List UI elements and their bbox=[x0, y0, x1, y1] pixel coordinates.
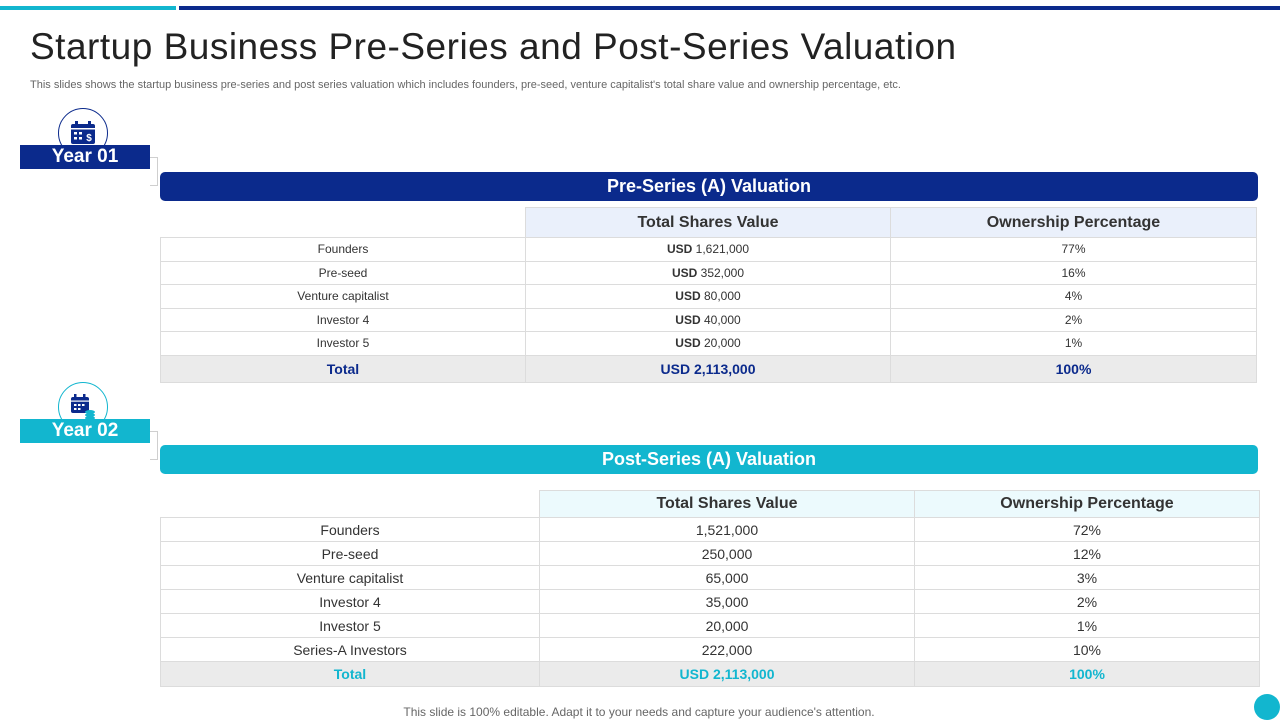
table-row bbox=[161, 332, 1257, 356]
total-ownership: 100% bbox=[915, 662, 1260, 687]
table-row bbox=[161, 238, 1257, 262]
currency-label: USD bbox=[675, 312, 701, 327]
column-header-ownership: Ownership Percentage bbox=[891, 208, 1257, 238]
calendar-coins-icon bbox=[70, 394, 96, 420]
row-label: Investor 4 bbox=[161, 308, 526, 332]
slide-footer-note: This slide is 100% editable. Adapt it to your needs and capture your audience's attention. bbox=[403, 705, 875, 719]
currency-label: USD bbox=[671, 265, 698, 280]
header-blank-cell bbox=[161, 208, 526, 238]
post-series-banner: Post-Series (A) Valuation bbox=[160, 445, 1258, 474]
row-label: Investor 5 bbox=[161, 614, 540, 638]
column-header-ownership: Ownership Percentage bbox=[915, 491, 1260, 518]
row-label: Founders bbox=[161, 518, 540, 542]
slide-title: Startup Business Pre-Series and Post-Series Valuation bbox=[30, 26, 957, 67]
slide-subtitle: This slides shows the startup business pre-series and post series valuation which includes founders, pre-seed, venture capitalist's total share value and ownership percentage, etc. bbox=[30, 79, 901, 91]
table-row bbox=[161, 566, 1260, 590]
table-row bbox=[161, 261, 1257, 285]
table-row bbox=[161, 518, 1260, 542]
table-row bbox=[161, 285, 1257, 309]
shares-value-cell: 250,000 bbox=[540, 542, 915, 566]
column-header-shares: Total Shares Value bbox=[540, 491, 915, 518]
table-row bbox=[161, 542, 1260, 566]
currency-label: USD bbox=[675, 289, 701, 304]
year1-label: Year 01 bbox=[20, 145, 150, 169]
row-label: Investor 5 bbox=[161, 332, 526, 356]
shares-value-cell: 1,521,000 bbox=[540, 518, 915, 542]
row-label: Venture capitalist bbox=[161, 285, 526, 309]
shares-value-cell bbox=[526, 285, 891, 309]
column-header-shares: Total Shares Value bbox=[526, 208, 891, 238]
currency-label: USD bbox=[666, 242, 693, 257]
ownership-cell: 1% bbox=[915, 614, 1260, 638]
table-row bbox=[161, 614, 1260, 638]
total-shares-value: USD 2,113,000 bbox=[526, 355, 891, 382]
calendar-dollar-icon bbox=[70, 121, 96, 145]
shares-value-cell bbox=[526, 261, 891, 285]
total-row bbox=[161, 355, 1257, 382]
year1-connector bbox=[150, 157, 158, 186]
pre-series-table bbox=[160, 207, 1257, 383]
ownership-cell: 1% bbox=[891, 332, 1257, 356]
svg-text:$: $ bbox=[86, 133, 92, 144]
post-series-table bbox=[160, 490, 1260, 687]
shares-value-cell: 20,000 bbox=[540, 614, 915, 638]
table-header-row bbox=[161, 208, 1257, 238]
ownership-cell: 12% bbox=[915, 542, 1260, 566]
ownership-cell: 3% bbox=[915, 566, 1260, 590]
table-row bbox=[161, 590, 1260, 614]
shares-value-cell bbox=[526, 308, 891, 332]
shares-value-cell bbox=[526, 238, 891, 262]
currency-label: USD bbox=[675, 336, 701, 351]
ownership-cell: 2% bbox=[915, 590, 1260, 614]
shares-value-cell: 35,000 bbox=[540, 590, 915, 614]
table-row bbox=[161, 308, 1257, 332]
ownership-cell: 10% bbox=[915, 638, 1260, 662]
ownership-cell: 16% bbox=[891, 261, 1257, 285]
shares-value-cell: 65,000 bbox=[540, 566, 915, 590]
total-row bbox=[161, 662, 1260, 687]
total-label: Total bbox=[161, 662, 540, 687]
table-header-row bbox=[161, 491, 1260, 518]
shares-amount: 1,621,000 bbox=[695, 242, 750, 257]
row-label: Founders bbox=[161, 238, 526, 262]
total-ownership: 100% bbox=[891, 355, 1257, 382]
row-label: Venture capitalist bbox=[161, 566, 540, 590]
row-label: Series-A Investors bbox=[161, 638, 540, 662]
total-label: Total bbox=[161, 355, 526, 382]
ownership-cell: 77% bbox=[891, 238, 1257, 262]
pre-series-banner: Pre-Series (A) Valuation bbox=[160, 172, 1258, 201]
shares-value-cell: 222,000 bbox=[540, 638, 915, 662]
shares-amount: 80,000 bbox=[703, 289, 741, 304]
row-label: Pre-seed bbox=[161, 261, 526, 285]
ownership-cell: 72% bbox=[915, 518, 1260, 542]
row-label: Pre-seed bbox=[161, 542, 540, 566]
shares-amount: 20,000 bbox=[703, 336, 741, 351]
header-blank-cell bbox=[161, 491, 540, 518]
row-label: Investor 4 bbox=[161, 590, 540, 614]
year2-connector bbox=[150, 431, 158, 460]
total-shares-value: USD 2,113,000 bbox=[540, 662, 915, 687]
corner-decoration-dot bbox=[1254, 694, 1280, 720]
ownership-cell: 4% bbox=[891, 285, 1257, 309]
year2-label: Year 02 bbox=[20, 419, 150, 443]
shares-amount: 40,000 bbox=[703, 312, 741, 327]
table-row bbox=[161, 638, 1260, 662]
top-accent-bar-teal bbox=[0, 6, 176, 10]
ownership-cell: 2% bbox=[891, 308, 1257, 332]
top-accent-bar-navy bbox=[179, 6, 1280, 10]
shares-amount: 352,000 bbox=[700, 265, 745, 280]
shares-value-cell bbox=[526, 332, 891, 356]
